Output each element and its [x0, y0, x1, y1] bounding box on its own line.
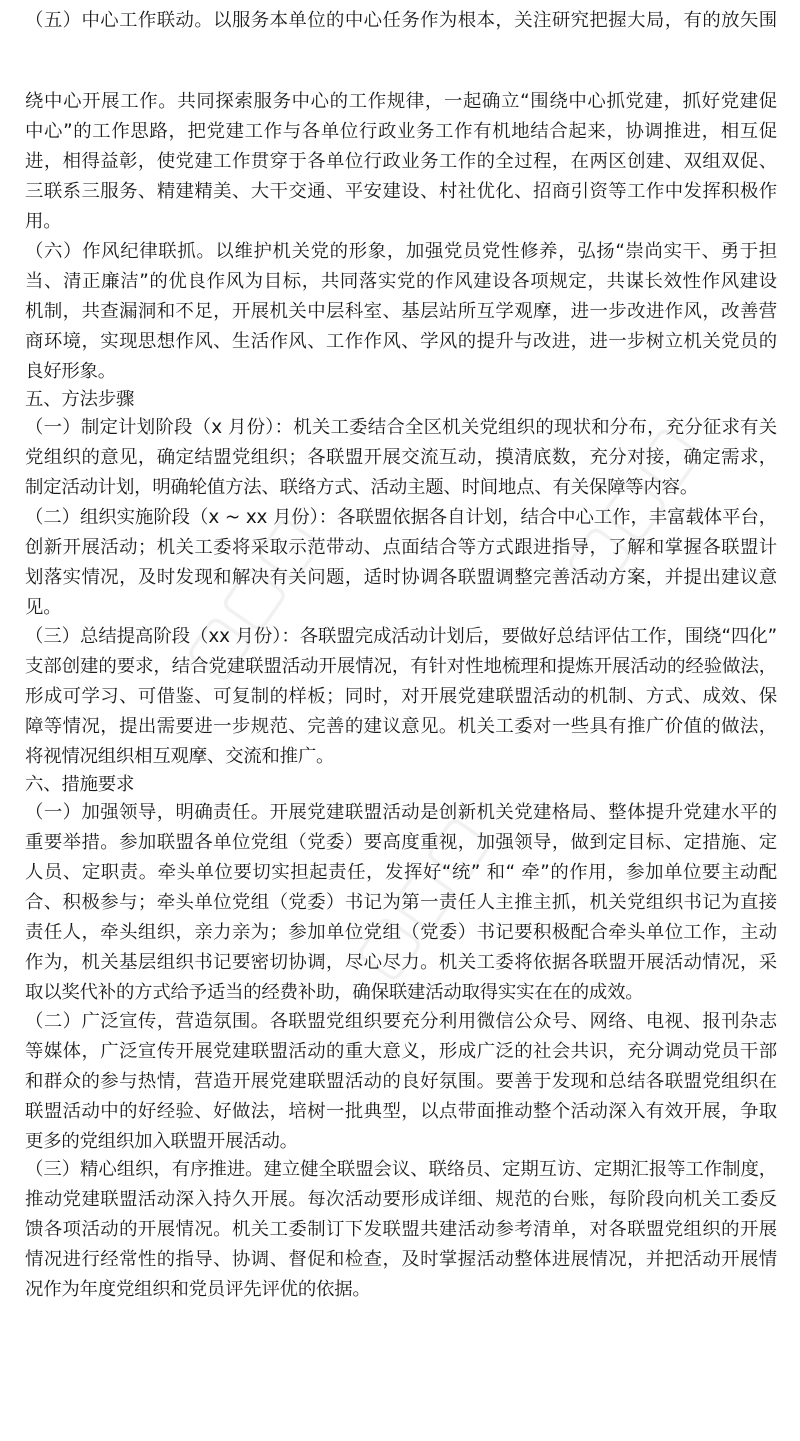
- text-line: 党组织的意见，确定结盟党组织；各联盟开展交流互动，摸清底数，充分对接，确定需求，: [25, 447, 777, 468]
- text-line: 良好形象。: [25, 361, 116, 382]
- text-line: 三联系三服务、精建精美、大干交通、平安建设、村社优化、招商引资等工作中发挥积极作: [25, 181, 777, 202]
- text-line: 更多的党组织加入联盟开展活动。: [25, 1131, 298, 1152]
- text-line: 划落实情况，及时发现和解决有关问题，适时协调各联盟调整完善活动方案，并提出建议意: [25, 567, 777, 588]
- watermark: ▢▢▢: [338, 801, 504, 993]
- text-line: （一）加强领导，明确责任。开展党建联盟活动是创新机关党建格局、整体提升党建水平的: [25, 802, 777, 823]
- text-line: 联盟活动中的好经验、好做法，培树一批典型，以点带面推动整个活动深入有效开展，争取: [25, 1101, 777, 1122]
- text-line: 将视情况组织相互观摩、交流和推广。: [25, 746, 335, 767]
- text-line: 进，相得益彰，使党建工作贯穿于各单位行政业务工作的全过程，在两区创建、双组双促、: [25, 151, 777, 172]
- text-line: 商环境，实现思想作风、生活作风、工作作风、学风的提升与改进，进一步树立机关党员的: [25, 331, 777, 352]
- text-line: （二）组织实施阶段（x ~ xx 月份）：各联盟依据各自计划，结合中心工作，丰富载体平台，: [25, 507, 777, 528]
- text-line: 作为，机关基层组织书记要密切协调，尽心尽力。机关工委将依据各联盟开展活动情况，采: [25, 952, 777, 973]
- text-line: （三）精心组织，有序推进。建立健全联盟会议、联络员、定期互访、定期汇报等工作制度，: [25, 1159, 777, 1180]
- text-line: 障等情况，提出需要进一步规范、完善的建议意见。机关工委对一些具有推广价值的做法，: [25, 716, 777, 737]
- text-line: 见。: [25, 597, 62, 618]
- text-line: 馈各项活动的开展情况。机关工委制订下发联盟共建活动参考清单，对各联盟党组织的开展: [25, 1219, 777, 1240]
- text-line: 等媒体，广泛宣传开展党建联盟活动的重大意义，形成广泛的社会共识，充分调动党员干部: [25, 1041, 777, 1062]
- text-line: 机制，共查漏洞和不足，开展机关中层科室、基层站所互学观摩，进一步改进作风，改善营: [25, 301, 777, 322]
- text-line: 推动党建联盟活动深入持久开展。每次活动要形成详细、规范的台账，每阶段向机关工委反: [25, 1189, 777, 1210]
- text-line: 制定活动计划，明确轮值方法、联络方式、活动主题、时间地点、有关保障等内容。: [25, 477, 699, 498]
- text-line: 当、清正廉洁”的优良作风为目标，共同落实党的作风建设各项规定，共谋长效性作风建设: [25, 271, 777, 292]
- text-line: 创新开展活动；机关工委将采取示范带动、点面结合等方式跟进指导，了解和掌握各联盟计: [25, 537, 777, 558]
- watermark: ▢▢▢: [168, 501, 334, 693]
- text-line: 取以奖代补的方式给予适当的经费补助，确保联建活动取得实实在在的成效。: [25, 982, 644, 1003]
- text-line: 形成可学习、可借鉴、可复制的样板；同时，对开展党建联盟活动的机制、方式、成效、保: [25, 686, 777, 707]
- text-line: （三）总结提高阶段（xx 月份）：各联盟完成活动计划后，要做好总结评估工作，围绕“四化”: [25, 626, 777, 647]
- text-line: （五）中心工作联动。以服务本单位的中心任务作为根本，关注研究把握大局，有的放矢围: [25, 10, 777, 31]
- text-line: 中心”的工作思路，把党建工作与各单位行政业务工作有机地结合起来，协调推进，相互促: [25, 121, 777, 142]
- text-line: 责任人，牵头组织，亲力亲为；参加单位党组（党委）书记要积极配合牵头单位工作，主动: [25, 922, 777, 943]
- text-line: （二）广泛宣传，营造氛围。各联盟党组织要充分利用微信公众号、网络、电视、报刊杂志: [25, 1011, 777, 1032]
- text-line: 绕中心开展工作。共同探索服务中心的工作规律，一起确立“围绕中心抓党建，抓好党建促: [25, 91, 777, 112]
- text-line: 和群众的参与热情，营造开展党建联盟活动的良好氛围。要善于发现和总结各联盟党组织在: [25, 1071, 777, 1092]
- text-line: 重要举措。参加联盟各单位党组（党委）要高度重视，加强领导，做到定目标、定措施、定: [25, 832, 777, 853]
- text-line: 情况进行经常性的指导、协调、督促和检查，及时掌握活动整体进展情况，并把活动开展情: [25, 1249, 777, 1270]
- section-heading: 五、方法步骤: [25, 389, 135, 410]
- text-line: 支部创建的要求，结合党建联盟活动开展情况，有针对性地梳理和提炼开展活动的经验做法，: [25, 656, 777, 677]
- text-line: 用。: [25, 211, 62, 232]
- text-line: 合、积极参与；牵头单位党组（党委）书记为第一责任人主推主抓，机关党组织书记为直接: [25, 892, 777, 913]
- text-line: （六）作风纪律联抓。以维护机关党的形象，加强党员党性修养，弘扬“崇尚实干、勇于担: [25, 241, 777, 262]
- text-line: 况作为年度党组织和党员评先评优的依据。: [25, 1279, 371, 1300]
- watermark: ▢▢▢: [548, 411, 714, 603]
- section-heading: 六、措施要求: [25, 774, 135, 795]
- text-line: 人员、定职责。牵头单位要切实担起责任，发挥好“统” 和“ 牵”的作用，参加单位要主动配: [25, 862, 777, 883]
- text-line: （一）制定计划阶段（x 月份）：机关工委结合全区机关党组织的现状和分布，充分征求有关: [25, 417, 777, 438]
